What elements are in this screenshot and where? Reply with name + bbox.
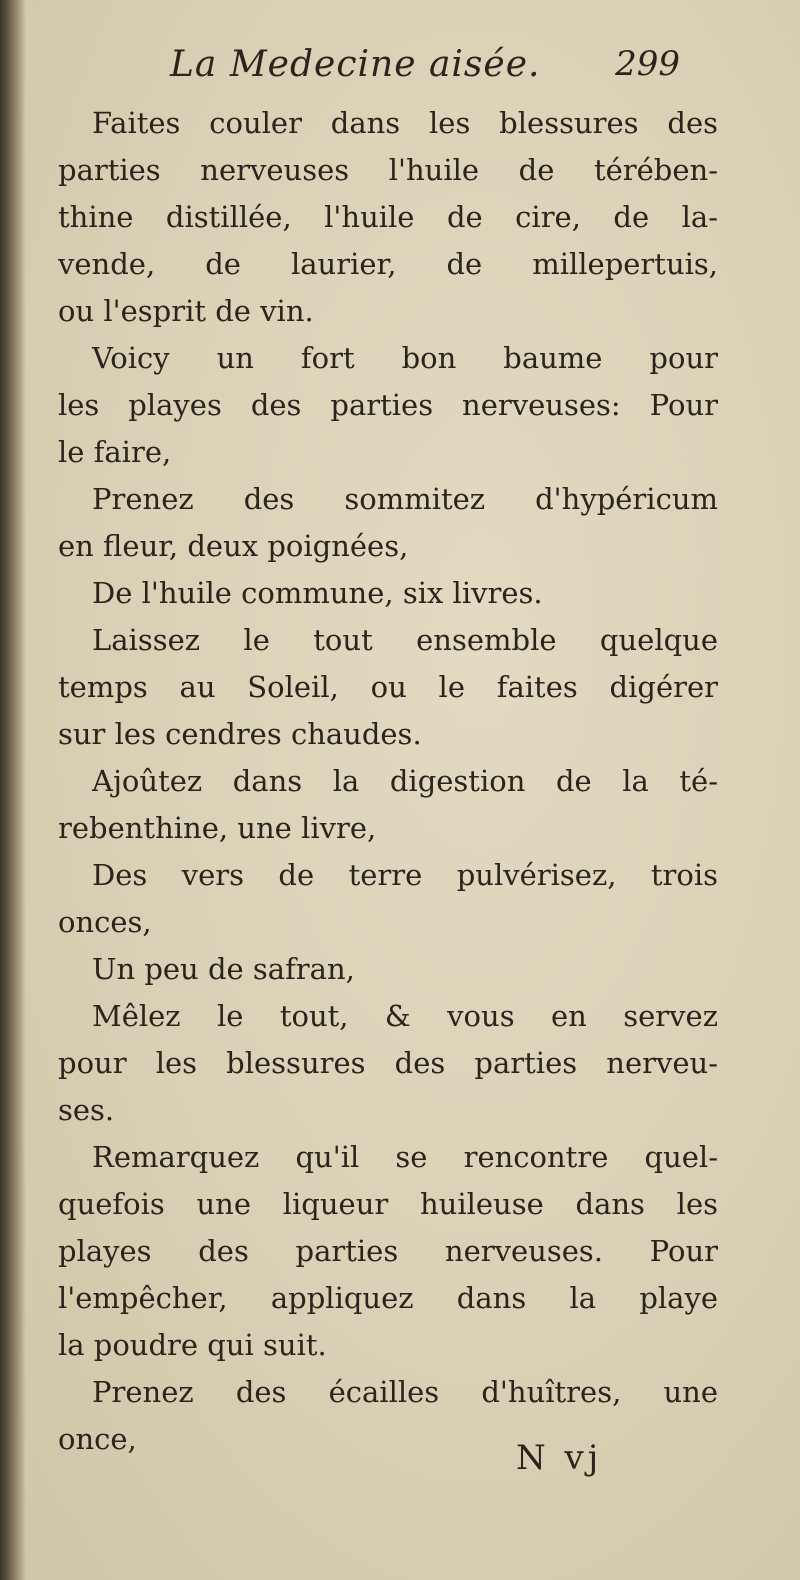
text-line: Voicy un fort bon baume pour (92, 341, 718, 375)
text-line: De l'huile commune, six livres. (92, 576, 543, 610)
text-line: parties nerveuses l'huile de térében- (58, 153, 718, 187)
text-line: Mêlez le tout, & vous en servez (92, 999, 718, 1033)
text-line: Des vers de terre pulvérisez, trois (92, 858, 718, 892)
text-line: temps au Soleil, ou le faites digérer (58, 670, 718, 704)
running-head-title: La Medecine aisée. (170, 44, 541, 85)
text-line: sur les cendres chaudes. (58, 717, 422, 751)
text-line: ou l'esprit de vin. (58, 294, 314, 328)
text-line: once, (58, 1422, 137, 1456)
text-line: Laissez le tout ensemble quelque (92, 623, 718, 657)
running-head (160, 44, 680, 104)
text-line: onces, (58, 905, 152, 939)
text-line: rebenthine, une livre, (58, 811, 377, 845)
text-line: Remarquez qu'il se rencontre quel- (92, 1140, 718, 1174)
signature-mark: N vj (516, 1438, 603, 1478)
text-line: vende, de laurier, de millepertuis, (58, 247, 718, 281)
text-line: Faites couler dans les blessures des (92, 106, 718, 140)
text-line: ses. (58, 1093, 115, 1127)
text-line: thine distillée, l'huile de cire, de la- (58, 200, 718, 234)
page-number: 299 (615, 44, 680, 84)
book-gutter-shadow (0, 0, 26, 1580)
text-line: la poudre qui suit. (58, 1328, 327, 1362)
text-line: Ajoûtez dans la digestion de la té- (92, 764, 718, 798)
text-line: pour les blessures des parties nerveu- (58, 1046, 718, 1080)
text-line: Un peu de safran, (92, 952, 355, 986)
text-line: le faire, (58, 435, 172, 469)
text-line: Prenez des écailles d'huîtres, une (92, 1375, 718, 1409)
text-line: les playes des parties nerveuses: Pour (58, 388, 718, 422)
text-line: Prenez des sommitez d'hypéricum (92, 482, 718, 516)
body-text (58, 100, 718, 1463)
text-line: playes des parties nerveuses. Pour (58, 1234, 718, 1268)
text-line: quefois une liqueur huileuse dans les (58, 1187, 718, 1221)
text-line: l'empêcher, appliquez dans la playe (58, 1281, 718, 1315)
text-line: en fleur, deux poignées, (58, 529, 409, 563)
